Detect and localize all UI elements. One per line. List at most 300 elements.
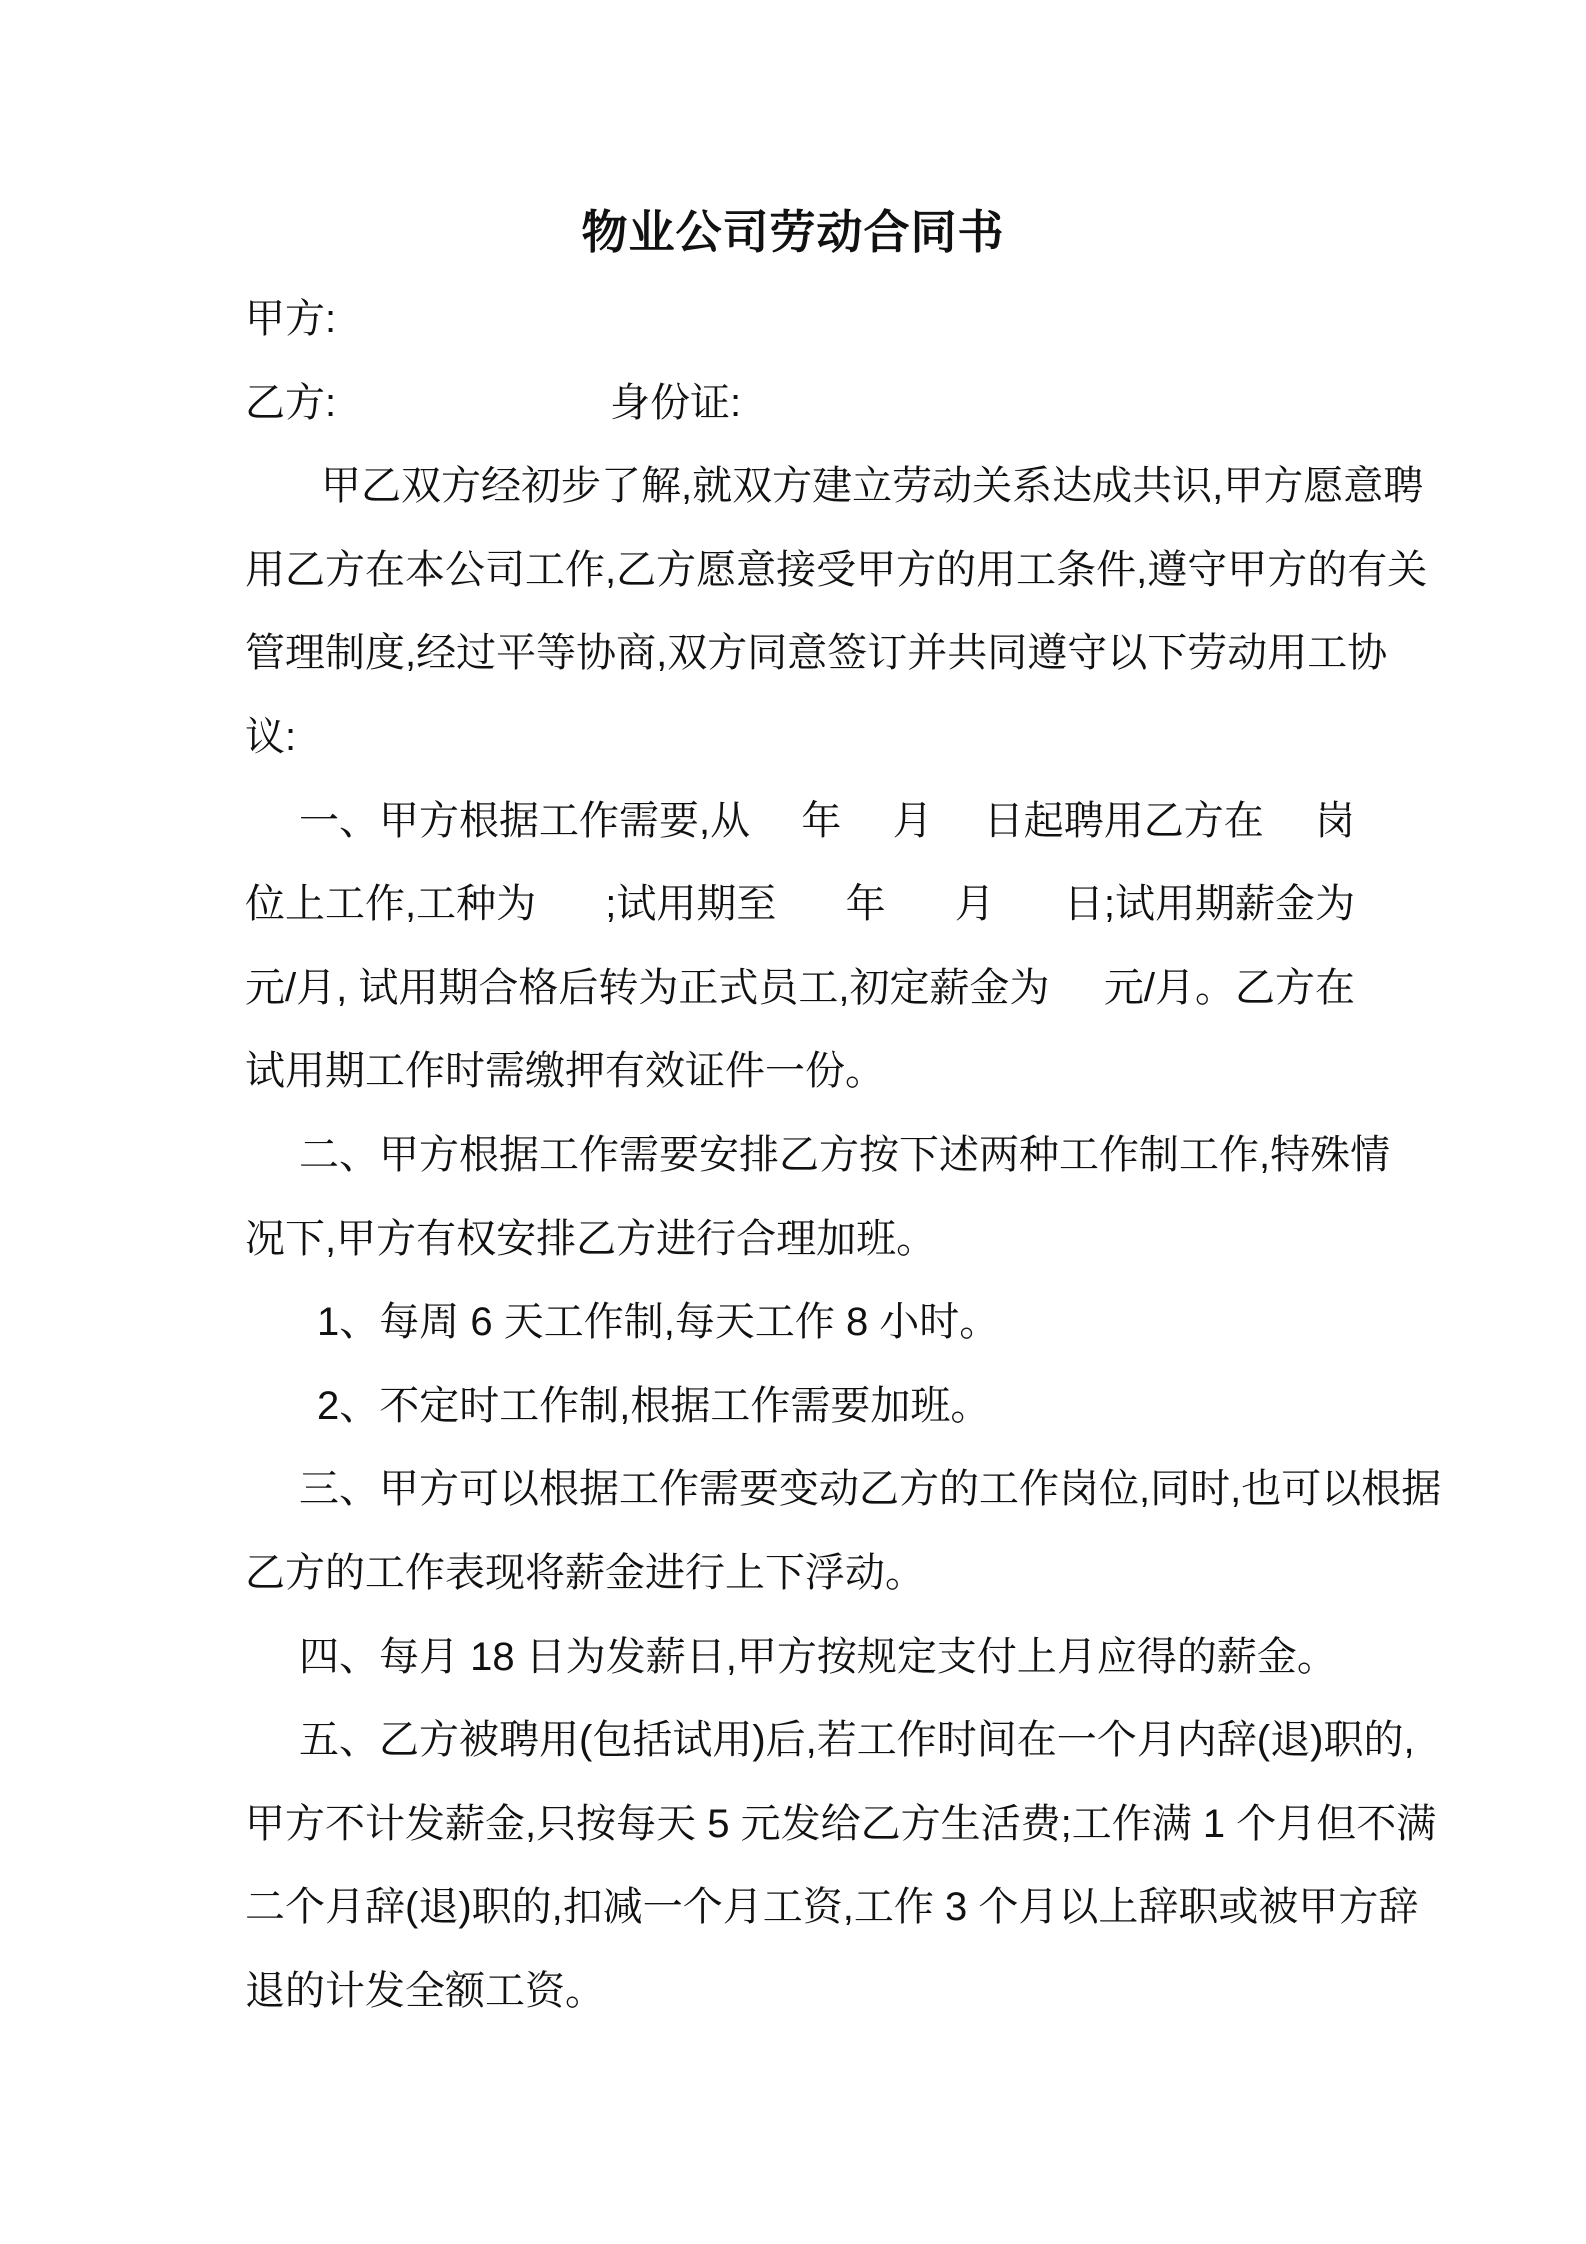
text-segment: 过: [456, 631, 497, 676]
text-segment: 四、每月 18 日为发薪日,甲方按规定支付上月应得的薪金。: [299, 1634, 1337, 1679]
text-segment: 经: [481, 464, 521, 509]
text-segment: 双: [732, 464, 773, 509]
text-segment: 一: [642, 1885, 683, 1930]
text-segment: 种: [1019, 1132, 1059, 1177]
text-line: [245, 1699, 1415, 1783]
text-segment: ): [458, 1885, 472, 1930]
text-segment: 上: [1098, 1885, 1139, 1930]
text-segment: 个: [285, 1885, 325, 1930]
text-segment: 两: [979, 1132, 1019, 1177]
text-segment: 元/月。乙方在: [1103, 965, 1355, 1010]
text-segment: 岗: [1059, 1467, 1099, 1512]
text-segment: 劳: [1187, 631, 1228, 676]
text-segment: 一: [1056, 1718, 1097, 1763]
text-segment: 下: [899, 1132, 939, 1177]
text-segment: 也: [1241, 1467, 1282, 1512]
text-segment: 根: [1361, 1467, 1402, 1512]
text-segment: 步: [561, 464, 601, 509]
text-segment: 条: [1056, 547, 1097, 592]
text-segment: ,: [681, 464, 693, 509]
text-segment: 方: [419, 1718, 459, 1763]
text-segment: 关: [1387, 547, 1428, 592]
text-segment: 计: [365, 1801, 405, 1846]
text-segment: ;: [1060, 1801, 1072, 1846]
text-segment: 述: [939, 1132, 979, 1177]
text-segment: 排: [739, 1132, 779, 1177]
text-segment: 辞: [365, 1885, 405, 1930]
text-segment: 在: [365, 547, 405, 592]
text-segment: 试用期工作时需缴押有效证件一份。: [245, 1049, 885, 1094]
text-segment: 以: [499, 1467, 539, 1512]
text-segment: 日起聘用乙方在: [983, 798, 1264, 843]
text-segment: 岗: [1315, 798, 1355, 843]
text-segment: 甲: [856, 547, 897, 592]
text-segment: 特: [1270, 1132, 1311, 1177]
text-segment: 但: [1316, 1801, 1357, 1846]
text-segment: 以: [1321, 1467, 1362, 1512]
text-segment: 了: [601, 464, 641, 509]
text-segment: 甲: [1298, 1885, 1339, 1930]
text-segment: 作: [565, 547, 605, 592]
paragraph: [245, 1616, 1355, 1700]
text-segment: 甲: [1223, 464, 1264, 509]
text-segment: 的: [511, 1885, 552, 1930]
text-segment: 据: [579, 1467, 619, 1512]
text-segment: 方: [656, 547, 697, 592]
text-segment: 作: [1111, 1801, 1152, 1846]
text-segment: ,: [405, 631, 417, 676]
text-segment: 双: [667, 631, 708, 676]
text-segment: ): [1310, 1718, 1324, 1763]
text-segment: 工: [539, 1132, 579, 1177]
text-segment: 乙: [779, 1132, 819, 1177]
text-segment: 不: [1356, 1801, 1397, 1846]
text-segment: 发: [780, 1801, 821, 1846]
text-segment: 个: [1096, 1718, 1137, 1763]
text-segment: 个: [682, 1885, 723, 1930]
party-b-line: [245, 362, 1355, 446]
text-line: [245, 1281, 1355, 1365]
text-segment: ,: [805, 1718, 817, 1763]
text-segment: 时: [1190, 1467, 1231, 1512]
text-segment: [696, 1783, 707, 1867]
text-segment: 以: [1058, 1885, 1099, 1930]
text-segment: 议:: [245, 714, 297, 759]
text-segment: 方: [419, 1467, 459, 1512]
text-segment: 费: [1020, 1801, 1061, 1846]
text-line: [245, 1114, 1391, 1198]
text-segment: 职: [471, 1885, 512, 1930]
text-segment: 乙: [361, 464, 401, 509]
text-segment: 方: [285, 1801, 325, 1846]
text-segment: 后: [765, 1718, 806, 1763]
text-segment: 达: [1052, 464, 1093, 509]
text-segment: (: [1256, 1718, 1271, 1763]
text-segment: 括: [632, 1718, 673, 1763]
text-segment: 并: [907, 631, 948, 676]
text-segment: 一、甲方根据工作需要,从: [299, 798, 751, 843]
text-segment: 殊: [1310, 1132, 1351, 1177]
text-segment: 个: [1236, 1801, 1277, 1846]
text-segment: 薪: [445, 1801, 485, 1846]
text-segment: 生: [940, 1801, 981, 1846]
text-segment: 下: [1147, 631, 1188, 676]
text-segment: 劳: [892, 464, 933, 509]
text-segment: 方: [1338, 1885, 1379, 1930]
text-segment: 元: [740, 1801, 781, 1846]
paragraph: [245, 1448, 1442, 1615]
text-segment: 作: [896, 1718, 937, 1763]
text-segment: 方: [899, 1467, 939, 1512]
text-segment: 退: [418, 1885, 459, 1930]
text-segment: 发: [405, 1801, 445, 1846]
text-segment: 甲: [379, 1467, 419, 1512]
text-line: [245, 947, 1355, 1031]
text-segment: 二: [299, 1132, 339, 1177]
text-segment: 甲: [1227, 547, 1268, 592]
text-segment: 要: [659, 1132, 699, 1177]
text-segment: 双: [401, 464, 441, 509]
paragraph: [245, 1281, 1355, 1365]
text-segment: 在: [1016, 1718, 1057, 1763]
text-segment: 成: [1092, 464, 1133, 509]
text-segment: ,: [842, 1885, 854, 1930]
text-segment: 动: [932, 464, 973, 509]
text-segment: 3: [945, 1885, 968, 1930]
text-segment: 每: [616, 1801, 657, 1846]
text-segment: 用: [539, 1718, 579, 1763]
text-segment: 安: [699, 1132, 739, 1177]
text-segment: 据: [499, 1132, 539, 1177]
text-segment: ): [752, 1718, 766, 1763]
text-segment: 初: [521, 464, 561, 509]
text-segment: 解: [641, 464, 681, 509]
clauses: [245, 445, 1442, 2033]
text-segment: 辞: [1216, 1718, 1257, 1763]
text-segment: 方: [1263, 464, 1304, 509]
text-segment: 年: [801, 798, 842, 843]
text-segment: ,: [1212, 464, 1224, 509]
text-segment: 协: [1347, 631, 1388, 676]
text-segment: 方: [896, 547, 937, 592]
text-segment: 月: [892, 798, 933, 843]
text-segment: 度: [365, 631, 405, 676]
text-segment: 守: [1067, 631, 1108, 676]
text-segment: 工: [1179, 1132, 1219, 1177]
text-segment: 本: [405, 547, 445, 592]
text-segment: 系: [1012, 464, 1053, 509]
text-segment: 方: [772, 464, 813, 509]
text-segment: ,: [656, 631, 668, 676]
text-segment: [730, 1783, 741, 1867]
text-segment: 辞: [1138, 1885, 1179, 1930]
text-segment: 被: [459, 1718, 499, 1763]
id-card-label: 身份证:: [610, 380, 742, 425]
text-segment: 包: [592, 1718, 633, 1763]
text-segment: 不: [325, 1801, 365, 1846]
text-segment: 满: [1151, 1801, 1192, 1846]
text-segment: 乙: [860, 1801, 901, 1846]
text-segment: 用: [245, 547, 285, 592]
text-segment: 订: [867, 631, 908, 676]
text-line: [245, 1030, 1355, 1114]
text-segment: ,: [605, 547, 617, 592]
text-segment: 的: [939, 1467, 979, 1512]
text-segment: 据: [1401, 1467, 1442, 1512]
text-line: [245, 612, 1388, 696]
text-segment: 辞: [1378, 1885, 1419, 1930]
text-segment: 只: [536, 1801, 577, 1846]
text-segment: 商: [616, 631, 657, 676]
text-segment: 甲: [245, 1801, 285, 1846]
text-segment: 意: [1343, 464, 1384, 509]
text-segment: [1192, 1783, 1203, 1867]
text-segment: 制: [1139, 1132, 1179, 1177]
text-segment: 守: [1187, 547, 1228, 592]
text-line: [245, 1532, 1355, 1616]
text-segment: 立: [852, 464, 893, 509]
text-segment: 的: [1363, 1718, 1404, 1763]
text-segment: 工: [853, 1885, 894, 1930]
text-segment: 用: [1267, 631, 1308, 676]
text-segment: 可: [459, 1467, 499, 1512]
text-line: [245, 1950, 1355, 2034]
text-segment: 1: [1202, 1801, 1226, 1846]
text-segment: (: [405, 1885, 419, 1930]
text-segment: 扣: [562, 1885, 603, 1930]
text-segment: 减: [602, 1885, 643, 1930]
text-segment: 遵: [1027, 631, 1068, 676]
text-segment: 要: [739, 1467, 779, 1512]
text-segment: 职: [1323, 1718, 1364, 1763]
text-line: [245, 863, 1355, 947]
text-segment: 受: [816, 547, 857, 592]
text-segment: 甲: [321, 464, 361, 509]
text-segment: 同: [987, 631, 1028, 676]
text-segment: 工: [1016, 547, 1057, 592]
text-segment: 平: [496, 631, 537, 676]
text-segment: 活: [980, 1801, 1021, 1846]
text-segment: 共: [1132, 464, 1173, 509]
text-segment: 工: [979, 1467, 1019, 1512]
text-segment: 接: [776, 547, 817, 592]
text-segment: 等: [536, 631, 577, 676]
text-segment: 工: [619, 1467, 659, 1512]
text-segment: 根: [539, 1467, 579, 1512]
text-segment: 二: [245, 1885, 285, 1930]
paragraph: [245, 780, 1355, 1114]
text-segment: 工: [1071, 1801, 1112, 1846]
paragraph: [245, 1114, 1391, 1281]
text-segment: 月: [1276, 1801, 1317, 1846]
text-segment: 有: [1347, 547, 1388, 592]
text-segment: ,: [525, 1801, 537, 1846]
text-segment: 动: [819, 1467, 859, 1512]
text-segment: 乙: [285, 547, 325, 592]
text-segment: 签: [827, 631, 868, 676]
document-title: 物业公司劳动合同书: [581, 205, 1005, 259]
text-segment: 、: [339, 1132, 379, 1177]
text-segment: 同: [1150, 1467, 1191, 1512]
text-segment: 按: [576, 1801, 617, 1846]
text-segment: 作: [659, 1467, 699, 1512]
text-segment: 方: [819, 1132, 859, 1177]
text-segment: 制: [325, 631, 365, 676]
text-segment: 5: [707, 1801, 730, 1846]
text-segment: ,: [1230, 1467, 1242, 1512]
paragraph: [245, 445, 1428, 779]
text-segment: 天: [656, 1801, 697, 1846]
text-line: [245, 1365, 1355, 1449]
text-segment: 变: [779, 1467, 819, 1512]
text-segment: 方: [707, 631, 748, 676]
text-segment: 愿: [696, 547, 737, 592]
text-segment: 聘: [499, 1718, 539, 1763]
text-segment: 1、每周 6 天工作制,每天工作 8 小时。: [317, 1300, 1000, 1345]
text-segment: 工: [1307, 631, 1348, 676]
text-segment: 月: [954, 882, 995, 927]
text-segment: 内: [1176, 1718, 1217, 1763]
text-segment: 时: [936, 1718, 977, 1763]
text-segment: 愿: [1303, 464, 1344, 509]
text-segment: 公: [445, 547, 485, 592]
text-segment: 方: [325, 547, 365, 592]
text-segment: 方: [419, 1132, 459, 1177]
text-segment: ,: [551, 1885, 563, 1930]
text-segment: 试: [672, 1718, 713, 1763]
text-segment: 方: [900, 1801, 941, 1846]
text-segment: 方: [1267, 547, 1308, 592]
text-segment: 工: [762, 1885, 803, 1930]
text-segment: 间: [976, 1718, 1017, 1763]
text-segment: 月: [1018, 1885, 1059, 1930]
text-segment: 作: [579, 1132, 619, 1177]
text-segment: 经: [416, 631, 457, 676]
text-segment: 三: [299, 1467, 339, 1512]
text-segment: 日;试用期薪金为: [1063, 882, 1355, 927]
paragraph: [245, 1365, 1355, 1449]
text-segment: [967, 1866, 978, 1950]
text-segment: 关: [972, 464, 1013, 509]
text-segment: 若: [816, 1718, 857, 1763]
text-segment: 位上工作,工种为: [245, 882, 537, 927]
text-segment: 意: [787, 631, 828, 676]
text-segment: 管: [245, 631, 285, 676]
text-segment: 乙: [379, 1718, 419, 1763]
text-segment: 遵: [1147, 547, 1188, 592]
text-segment: 意: [736, 547, 777, 592]
text-segment: 2、不定时工作制,根据工作需要加班。: [317, 1383, 991, 1428]
text-segment: 用: [712, 1718, 753, 1763]
text-segment: 协: [576, 631, 617, 676]
contract-body: [245, 278, 1442, 2033]
party-b-label: 乙方:: [245, 380, 337, 425]
text-segment: 件: [1096, 547, 1137, 592]
text-segment: 、: [339, 1718, 379, 1763]
text-segment: 理: [285, 631, 325, 676]
text-segment: 根: [459, 1132, 499, 1177]
text-segment: 需: [699, 1467, 739, 1512]
text-segment: 共: [947, 631, 988, 676]
text-segment: 作: [893, 1885, 934, 1930]
text-segment: 、: [339, 1467, 379, 1512]
text-segment: 资: [802, 1885, 843, 1930]
text-segment: 作: [1219, 1132, 1259, 1177]
text-segment: 就: [692, 464, 733, 509]
text-segment: 个: [978, 1885, 1019, 1930]
text-line: [245, 1783, 1437, 1867]
text-segment: 工: [525, 547, 565, 592]
text-segment: ;试用期至: [605, 882, 777, 927]
text-segment: 按: [859, 1132, 899, 1177]
text-line: [245, 529, 1428, 613]
text-segment: 五: [299, 1718, 339, 1763]
text-segment: 职: [1178, 1885, 1219, 1930]
text-segment: 或: [1218, 1885, 1259, 1930]
text-line: [245, 1198, 1355, 1282]
text-segment: 满: [1396, 1801, 1437, 1846]
text-segment: ,: [1136, 547, 1148, 592]
text-segment: 年: [845, 882, 886, 927]
text-line: [245, 1866, 1419, 1950]
text-line: [245, 1616, 1355, 1700]
text-segment: [1225, 1783, 1236, 1867]
text-segment: 建: [812, 464, 853, 509]
text-segment: 金: [485, 1801, 525, 1846]
text-segment: 作: [1099, 1132, 1139, 1177]
text-segment: ,: [1139, 1467, 1151, 1512]
text-segment: [934, 1866, 945, 1950]
text-segment: 工: [856, 1718, 897, 1763]
text-segment: 同: [747, 631, 788, 676]
text-line: [245, 696, 1355, 780]
party-a-label: 甲方:: [245, 297, 337, 341]
text-segment: 作: [1019, 1467, 1059, 1512]
text-segment: 的: [1307, 547, 1348, 592]
text-segment: 司: [485, 547, 525, 592]
text-segment: 识: [1172, 464, 1213, 509]
text-segment: 方: [441, 464, 481, 509]
text-segment: 被: [1258, 1885, 1299, 1930]
text-segment: 给: [820, 1801, 861, 1846]
text-segment: 况下,甲方有权安排乙方进行合理加班。: [245, 1216, 937, 1261]
text-segment: 退的计发全额工资。: [245, 1968, 605, 2013]
text-segment: 动: [1227, 631, 1268, 676]
text-line: [245, 780, 1355, 864]
text-segment: 月: [325, 1885, 365, 1930]
text-segment: 位: [1099, 1467, 1139, 1512]
text-segment: 退: [1270, 1718, 1311, 1763]
text-segment: 乙: [859, 1467, 899, 1512]
text-segment: 元/月, 试用期合格后转为正式员工,初定薪金为: [245, 965, 1050, 1010]
text-line: [245, 445, 1424, 529]
text-segment: 的: [936, 547, 977, 592]
party-a-line: [245, 278, 1355, 362]
text-segment: ,: [1403, 1718, 1415, 1763]
text-segment: ,: [1259, 1132, 1271, 1177]
text-segment: 乙方的工作表现将薪金进行上下浮动。: [245, 1550, 925, 1595]
text-segment: 月: [1136, 1718, 1177, 1763]
text-segment: 甲: [379, 1132, 419, 1177]
text-segment: 用: [976, 547, 1017, 592]
text-segment: 乙: [616, 547, 657, 592]
text-segment: 月: [722, 1885, 763, 1930]
paragraph: [245, 1699, 1437, 2033]
text-segment: 以: [1107, 631, 1148, 676]
text-line: [245, 1448, 1442, 1532]
text-segment: 需: [619, 1132, 659, 1177]
text-segment: (: [579, 1718, 593, 1763]
